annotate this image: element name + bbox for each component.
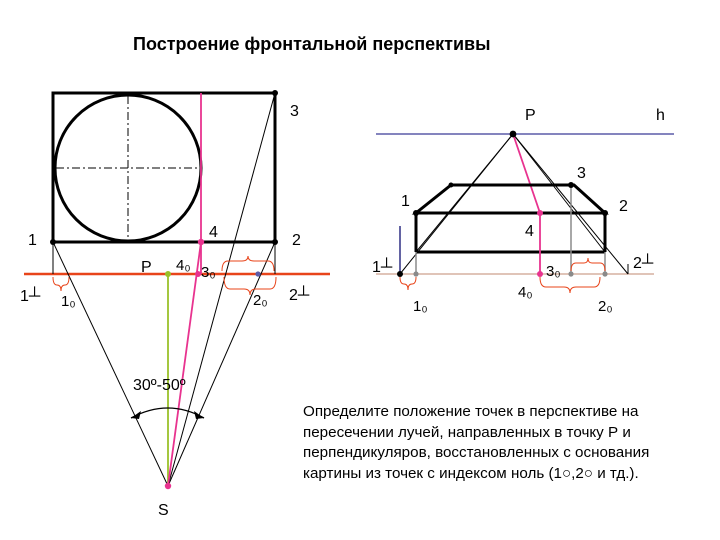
- vanishing-point: [510, 131, 517, 138]
- r-point-1: [413, 210, 419, 216]
- r-label-1: 1: [401, 193, 410, 210]
- r-label-4-0: 4₀: [518, 284, 533, 301]
- r-label-3-0: 3₀: [546, 263, 561, 280]
- point-s: [165, 483, 171, 489]
- r-point-1-perp: [397, 271, 403, 277]
- label-2: 2: [292, 232, 301, 249]
- label-2-perp: 2┴: [289, 287, 310, 304]
- r-label-2: 2: [619, 198, 628, 215]
- r-label-2-perp: 2┴: [633, 255, 654, 272]
- arc-arrow-right: [194, 411, 204, 419]
- r-point-4-0: [537, 271, 543, 277]
- r-point-3: [568, 182, 574, 188]
- brace-1: [53, 277, 69, 291]
- r-label-3: 3: [577, 165, 586, 182]
- instruction-text: Определите положение точек в перспективе на пересечении лучей, направленных в точку Р и перпендикуляров, восстановленных с основания картины из точек с индексом ноль (1○,2○ и тд.).: [303, 403, 650, 482]
- point-3: [272, 90, 278, 96]
- r-label-1-0: 1₀: [413, 298, 428, 315]
- r-label-2-0: 2₀: [598, 298, 613, 315]
- brace-r-upper: [571, 258, 605, 271]
- label-p: P: [141, 259, 152, 276]
- r-point-2: [602, 210, 608, 216]
- r-point-4: [537, 210, 543, 216]
- r-label-h: h: [656, 107, 665, 124]
- label-1-0: 1₀: [61, 293, 76, 310]
- r-point-tl: [449, 183, 454, 188]
- r-point-2-0: [602, 271, 607, 276]
- brace-r-left: [400, 277, 416, 290]
- label-3-0: 3₀: [201, 264, 216, 281]
- label-3: 3: [290, 103, 299, 120]
- right-perspective-view: [372, 107, 674, 315]
- point-4: [198, 239, 204, 245]
- point-p: [165, 271, 171, 277]
- point-2-0: [255, 271, 260, 276]
- perspective-trapezoid: [416, 185, 605, 213]
- slide-title: Построение фронтальной перспективы: [133, 34, 491, 54]
- r-label-4: 4: [525, 223, 534, 240]
- point-2: [272, 239, 278, 245]
- point-1: [50, 239, 56, 245]
- r-label-1-perp: 1┴: [372, 259, 393, 276]
- label-4: 4: [209, 224, 218, 241]
- left-plan-view: [20, 90, 330, 519]
- ray-p-4-pink: [513, 134, 540, 213]
- label-4-0: 4₀: [176, 257, 191, 274]
- brace-3: [224, 277, 276, 295]
- r-point-1-0: [413, 271, 418, 276]
- label-1-perp: 1┴: [20, 288, 41, 305]
- arc-arrow-left: [131, 411, 141, 419]
- r-label-p: P: [525, 107, 536, 124]
- r-point-3-0: [568, 271, 573, 276]
- label-2-0: 2₀: [253, 292, 268, 309]
- label-s: S: [158, 502, 169, 519]
- ray-1-to-s: [53, 242, 168, 486]
- label-1: 1: [28, 232, 37, 249]
- label-angle: 30º-50º: [133, 377, 186, 394]
- ray-p-1: [416, 134, 513, 252]
